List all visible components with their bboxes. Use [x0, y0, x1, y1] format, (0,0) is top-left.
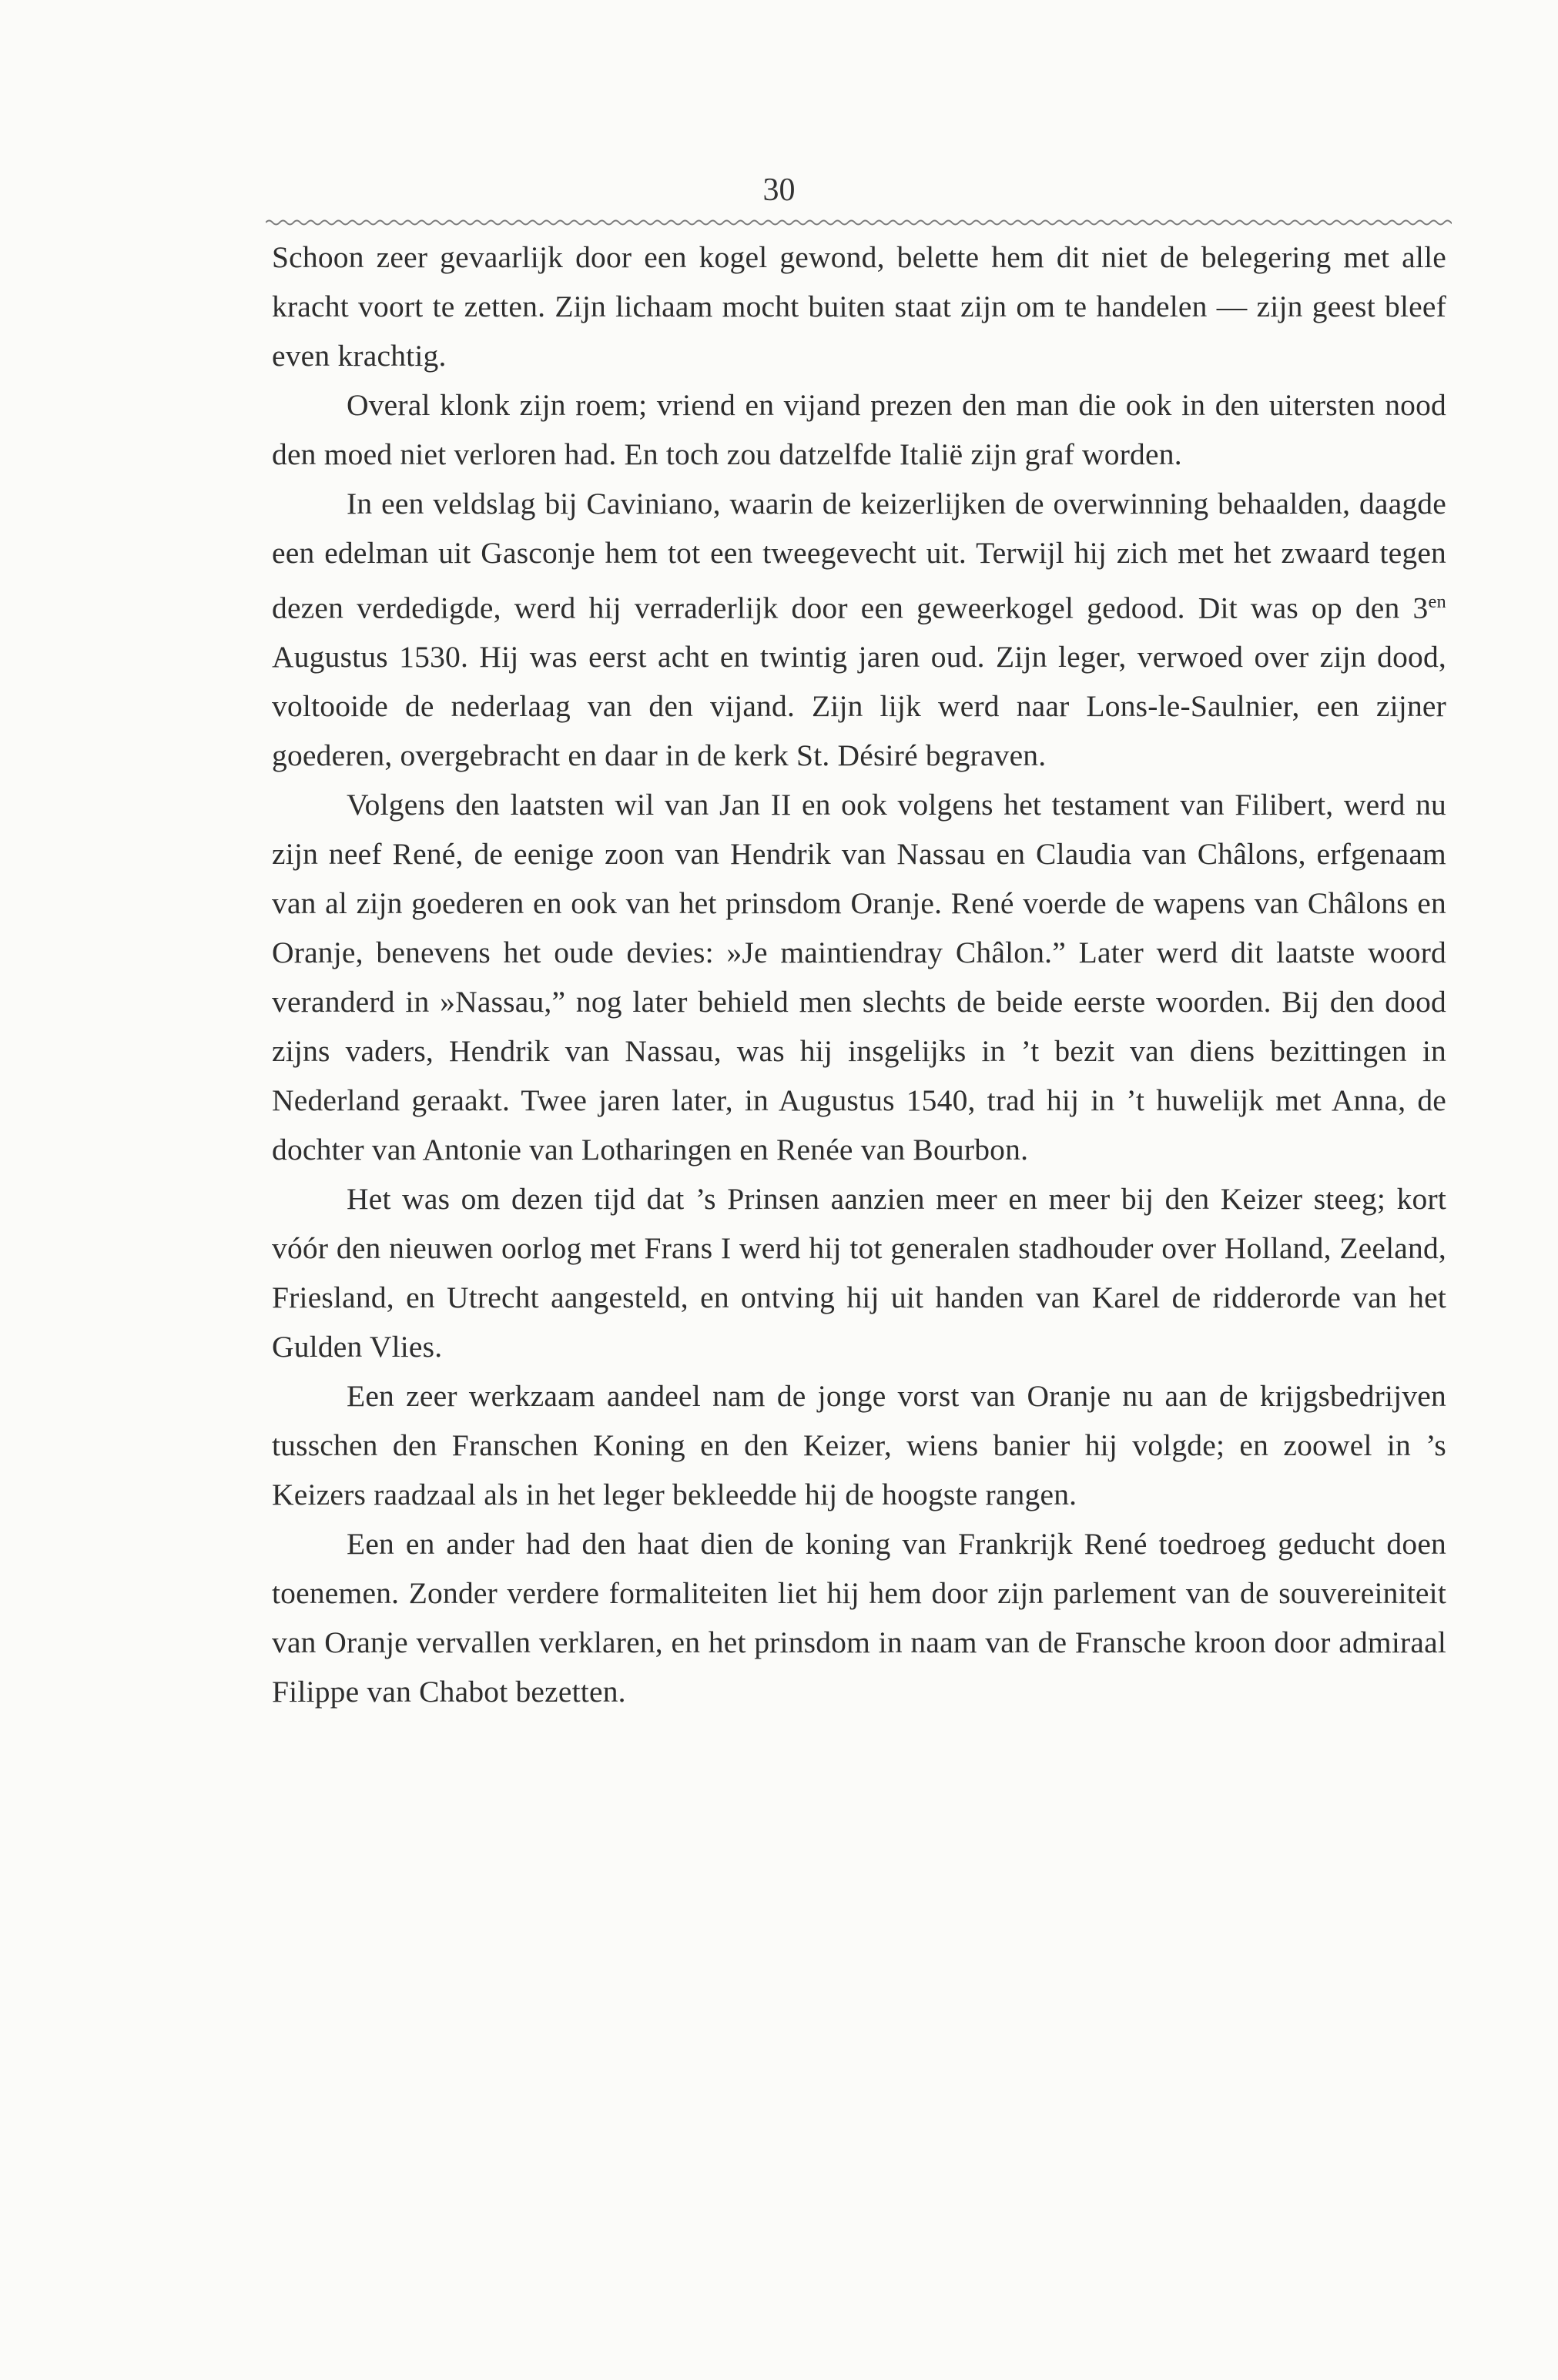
paragraph-text: Volgens den laatsten wil van Jan II en ook volgens het testament van Filibert, werd nu zijn neef René, de eenige zoon van Hendrik van Nassau en Claudia van Châlons, erfgenaam van al zijn goederen en ook van het prinsdom Oranje. René voerde de wapens van Châlons en Oranje, benevens het oude devies: »Je maintiendray Châlon.” Later werd dit laatste woord veranderd in »Nassau,” nog later behield men slechts de beide eerste woorden. Bij den dood zijns vaders, Hendrik van Nassau, was hij insgelijks in ’t bezit van diens bezittingen in Nederland geraakt. Twee jaren later, in Augustus 1540, trad hij in ’t huwelijk met Anna, de dochter van Antonie van Lotharingen en Renée van Bourbon.: [272, 788, 1446, 1167]
paragraph-text: Overal klonk zijn roem; vriend en vijand prezen den man die ook in den uitersten nood den moed niet verloren had. En toch zou datzelfde Italië zijn graf worden.: [272, 388, 1446, 471]
paragraph: [272, 233, 1446, 380]
paragraph: [272, 1174, 1446, 1371]
paragraph: [272, 780, 1446, 1174]
paragraph-text: Het was om dezen tijd dat ’s Prinsen aanzien meer en meer bij den Keizer steeg; kort vóór den nieuwen oorlog met Frans I werd hij tot generalen stadhouder over Holland, Zeeland, Friesland, en Utrecht aangesteld, en ontving hij uit handen van Karel de ridderorde van het Gulden Vlies.: [272, 1182, 1446, 1364]
paragraph-text: Schoon zeer gevaarlijk door een kogel gewond, belette hem dit niet de belegering met alle kracht voort te zetten. Zijn lichaam mocht buiten staat zijn om te handelen — zijn geest bleef even krachtig.: [272, 240, 1446, 373]
paragraph-text: Een zeer werkzaam aandeel nam de jonge vorst van Oranje nu aan de krijgsbedrijven tusschen den Franschen Koning en den Keizer, wiens banier hij volgde; en zoowel in ’s Keizers raadzaal als in het leger bekleedde hij de hoogste rangen.: [272, 1379, 1446, 1512]
paragraph: [272, 380, 1446, 479]
paragraph: [272, 1519, 1446, 1716]
paragraph: [272, 479, 1446, 780]
body-text: [272, 233, 1446, 1716]
ordinal-suffix: en: [1428, 591, 1446, 612]
paragraph: [272, 1371, 1446, 1519]
paragraph-text: Augustus 1530. Hij was eerst acht en twintig jaren oud. Zijn leger, verwoed over zijn dood, voltooide de nederlaag van den vijand. Zijn lijk werd naar Lons-le-Saulnier, een zijner goederen, overgebracht en daar in de kerk St. Désiré begraven.: [272, 640, 1446, 773]
paragraph-text: Een en ander had den haat dien de koning van Frankrijk René toedroeg geducht doen toenemen. Zonder verdere formaliteiten liet hij hem door zijn parlement van de souvereiniteit van Oranje vervallen verklaren, en het prinsdom in naam van de Fransche kroon door admiraal Filippe van Chabot bezetten.: [272, 1527, 1446, 1709]
paragraph-text: In een veldslag bij Caviniano, waarin de keizerlijken de overwinning behaalden, daagde een edelman uit Gasconje hem tot een tweegevecht uit. Terwijl hij zich met het zwaard tegen dezen verdedigde, werd hij verraderlijk door een geweerkogel gedood. Dit was op den 3: [272, 487, 1446, 625]
decorative-wavy-rule: [266, 218, 1452, 227]
page-number: 30: [762, 172, 796, 208]
